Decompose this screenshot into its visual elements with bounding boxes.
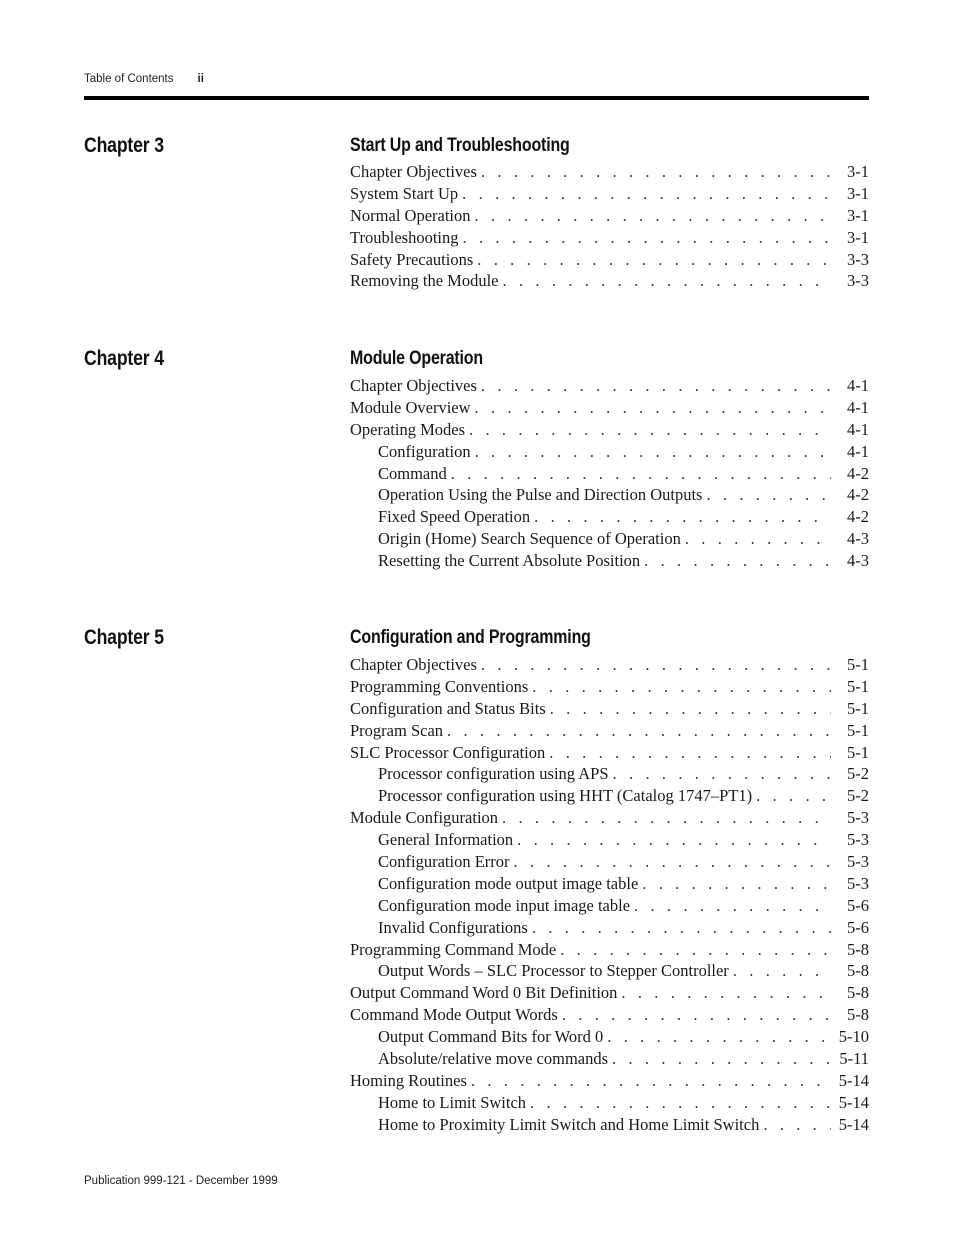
toc-entry[interactable] — [350, 506, 869, 528]
toc-entry-page: 5-14 — [838, 1114, 869, 1134]
toc-entry[interactable] — [350, 1092, 869, 1114]
toc-entry[interactable] — [350, 528, 869, 550]
toc-entry[interactable] — [350, 939, 869, 961]
toc-entry-page: 5-3 — [847, 830, 869, 850]
toc-entry[interactable] — [350, 982, 869, 1004]
toc-entry[interactable] — [350, 1026, 869, 1048]
dot-leader — [642, 873, 831, 895]
toc-entry-title: Invalid Configurations — [378, 917, 528, 937]
toc-entry[interactable] — [350, 873, 869, 895]
toc-entry-title: Operation Using the Pulse and Direction Outputs — [378, 485, 703, 505]
chapter-5-label: Chapter 5 — [84, 626, 164, 649]
toc-entry-title: SLC Processor Configuration — [350, 742, 546, 762]
dot-leader — [475, 205, 831, 227]
toc-entry-title: Configuration and Status Bits — [350, 698, 546, 718]
toc-entry-page: 5-2 — [847, 786, 869, 806]
dot-leader — [550, 698, 831, 720]
toc-entry-page: 5-6 — [847, 895, 869, 915]
toc-entry-page: 4-2 — [847, 485, 869, 505]
toc-entry[interactable] — [350, 676, 869, 698]
chapter-4-entries — [350, 375, 869, 572]
dot-leader — [502, 807, 831, 829]
chapter-4-label: Chapter 4 — [84, 347, 164, 370]
toc-entry[interactable] — [350, 1004, 869, 1026]
dot-leader — [530, 1092, 831, 1114]
toc-entry-page: 4-2 — [847, 463, 869, 483]
dot-leader — [469, 419, 831, 441]
toc-entry-page: 5-3 — [847, 873, 869, 893]
dot-leader — [763, 1114, 831, 1136]
dot-leader — [462, 183, 831, 205]
toc-entry[interactable] — [350, 205, 869, 227]
toc-entry-title: Chapter Objectives — [350, 162, 477, 181]
toc-entry[interactable] — [350, 763, 869, 785]
dot-leader — [471, 1070, 831, 1092]
dot-leader — [514, 851, 831, 873]
toc-entry-page: 5-14 — [838, 1092, 869, 1112]
dot-leader — [613, 763, 831, 785]
toc-entry-title: Origin (Home) Search Sequence of Operation — [378, 529, 681, 549]
toc-entry-page: 5-1 — [847, 720, 869, 740]
toc-entry-page: 5-1 — [847, 742, 869, 762]
toc-entry-title: Chapter Objectives — [350, 655, 477, 674]
toc-entry-title: System Start Up — [350, 183, 459, 203]
toc-entry[interactable] — [350, 183, 869, 205]
toc-entry-page: 3-1 — [847, 183, 869, 203]
toc-entry-page: 5-8 — [847, 983, 869, 1003]
toc-entry-page: 5-8 — [847, 1005, 869, 1025]
dot-leader — [532, 917, 831, 939]
toc-entry-page: 5-2 — [847, 764, 869, 784]
toc-entry[interactable] — [350, 917, 869, 939]
toc-entry-title: Module Configuration — [350, 808, 499, 828]
toc-entry-title: Command Mode Output Words — [350, 1005, 558, 1025]
toc-entry[interactable] — [350, 419, 869, 441]
toc-entry-page: 5-3 — [847, 808, 869, 828]
toc-entry[interactable] — [350, 463, 869, 485]
toc-entry[interactable] — [350, 550, 869, 572]
dot-leader — [560, 939, 831, 961]
dot-leader — [481, 654, 831, 676]
chapter-3-label: Chapter 3 — [84, 134, 164, 157]
dot-leader — [475, 397, 831, 419]
toc-entry-title: Configuration — [378, 441, 471, 461]
toc-entry[interactable] — [350, 851, 869, 873]
toc-entry-title: Resetting the Current Absolute Position — [378, 551, 641, 571]
dot-leader — [621, 982, 831, 1004]
toc-entry-title: Operating Modes — [350, 419, 466, 439]
toc-entry-page: 5-3 — [847, 852, 869, 872]
toc-entry[interactable] — [350, 785, 869, 807]
toc-entry-title: Troubleshooting — [350, 227, 459, 247]
toc-entry-page: 5-8 — [847, 961, 869, 981]
dot-leader — [502, 270, 831, 292]
toc-entry[interactable] — [350, 161, 869, 183]
toc-entry-page: 4-1 — [847, 441, 869, 461]
header-page-number: ii — [197, 73, 204, 85]
toc-entry-title: Removing the Module — [350, 271, 499, 291]
toc-entry-page: 3-3 — [847, 271, 869, 291]
dot-leader — [733, 960, 831, 982]
dot-leader — [534, 506, 831, 528]
publication-footer: Publication 999-121 - December 1999 — [84, 1175, 278, 1187]
toc-entry-page: 5-10 — [838, 1027, 869, 1047]
toc-entry-title: Fixed Speed Operation — [378, 507, 531, 527]
toc-entry[interactable] — [350, 441, 869, 463]
dot-leader — [685, 528, 831, 550]
toc-entry-title: Homing Routines — [350, 1070, 467, 1090]
toc-entry[interactable] — [350, 249, 869, 271]
toc-entry[interactable] — [350, 720, 869, 742]
toc-entry[interactable] — [350, 895, 869, 917]
toc-entry-title: Processor configuration using HHT (Catalog 1747–PT1) — [378, 786, 753, 806]
toc-entry[interactable] — [350, 397, 869, 419]
toc-entry[interactable] — [350, 1070, 869, 1092]
toc-entry[interactable] — [350, 1114, 869, 1136]
toc-entry-title: Home to Proximity Limit Switch and Home Limit Switch — [378, 1114, 760, 1134]
chapter-5-entries — [350, 654, 869, 1136]
dot-leader — [463, 227, 832, 249]
toc-entry-page: 3-1 — [847, 162, 869, 181]
toc-entry-page: 5-6 — [847, 917, 869, 937]
dot-leader — [634, 895, 831, 917]
toc-entry-title: Normal Operation — [350, 205, 471, 225]
toc-entry-page: 3-1 — [847, 205, 869, 225]
toc-entry-title: Configuration mode input image table — [378, 895, 631, 915]
dot-leader — [756, 785, 831, 807]
dot-leader — [532, 676, 831, 698]
toc-entry-page: 4-3 — [847, 551, 869, 571]
dot-leader — [477, 249, 831, 271]
toc-entry[interactable] — [350, 375, 869, 397]
dot-leader — [451, 463, 831, 485]
toc-entry-title: Home to Limit Switch — [378, 1092, 527, 1112]
toc-entry[interactable] — [350, 960, 869, 982]
toc-entry[interactable] — [350, 698, 869, 720]
chapter-3-entries — [350, 161, 869, 292]
toc-entry-page: 4-1 — [847, 376, 869, 395]
toc-entry-title: Output Command Bits for Word 0 — [378, 1027, 604, 1047]
toc-entry-page: 4-1 — [847, 397, 869, 417]
dot-leader — [562, 1004, 831, 1026]
toc-entry-title: Output Command Word 0 Bit Definition — [350, 983, 618, 1003]
toc-entry-page: 3-3 — [847, 249, 869, 269]
toc-entry[interactable] — [350, 829, 869, 851]
dot-leader — [481, 375, 831, 397]
running-header — [84, 73, 204, 85]
chapter-3-title: Start Up and Troubleshooting — [350, 135, 570, 156]
toc-entry-page: 5-1 — [847, 676, 869, 696]
toc-entry[interactable] — [350, 1048, 869, 1070]
toc-entry-page: 4-2 — [847, 507, 869, 527]
toc-entry-title: Configuration Error — [378, 852, 510, 872]
chapter-4-title: Module Operation — [350, 348, 483, 369]
dot-leader — [447, 720, 831, 742]
toc-entry[interactable] — [350, 654, 869, 676]
toc-entry-page: 5-8 — [847, 939, 869, 959]
toc-entry-page: 4-3 — [847, 529, 869, 549]
dot-leader — [481, 161, 831, 183]
toc-entry-title: Safety Precautions — [350, 249, 474, 269]
chapter-5-title: Configuration and Programming — [350, 627, 591, 648]
toc-entry[interactable] — [350, 807, 869, 829]
toc-entry-page: 5-1 — [847, 655, 869, 674]
toc-entry-title: General Information — [378, 830, 514, 850]
toc-entry-title: Output Words – SLC Processor to Stepper Controller — [378, 961, 729, 981]
toc-entry-title: Programming Conventions — [350, 676, 529, 696]
toc-entry[interactable] — [350, 484, 869, 506]
toc-entry-title: Configuration mode output image table — [378, 873, 639, 893]
toc-entry-page: 3-1 — [847, 227, 869, 247]
header-section-title: Table of Contents — [84, 73, 174, 85]
toc-entry[interactable] — [350, 742, 869, 764]
toc-entry[interactable] — [350, 227, 869, 249]
header-rule — [84, 96, 869, 100]
dot-leader — [644, 550, 831, 572]
toc-entry-page: 5-14 — [838, 1070, 869, 1090]
toc-entry-page: 5-11 — [839, 1049, 869, 1069]
toc-entry-title: Program Scan — [350, 720, 444, 740]
dot-leader — [517, 829, 831, 851]
dot-leader — [475, 441, 831, 463]
dot-leader — [706, 484, 831, 506]
toc-entry-title: Programming Command Mode — [350, 939, 557, 959]
toc-entry-page: 5-1 — [847, 698, 869, 718]
dot-leader — [549, 742, 831, 764]
toc-entry-title: Absolute/relative move commands — [378, 1049, 609, 1069]
toc-entry-title: Command — [378, 463, 447, 483]
toc-entry-page: 4-1 — [847, 419, 869, 439]
dot-leader — [612, 1048, 831, 1070]
toc-entry-title: Module Overview — [350, 397, 471, 417]
toc-entry-title: Chapter Objectives — [350, 376, 477, 395]
toc-entry-title: Processor configuration using APS — [378, 764, 609, 784]
dot-leader — [607, 1026, 831, 1048]
toc-entry[interactable] — [350, 270, 869, 292]
